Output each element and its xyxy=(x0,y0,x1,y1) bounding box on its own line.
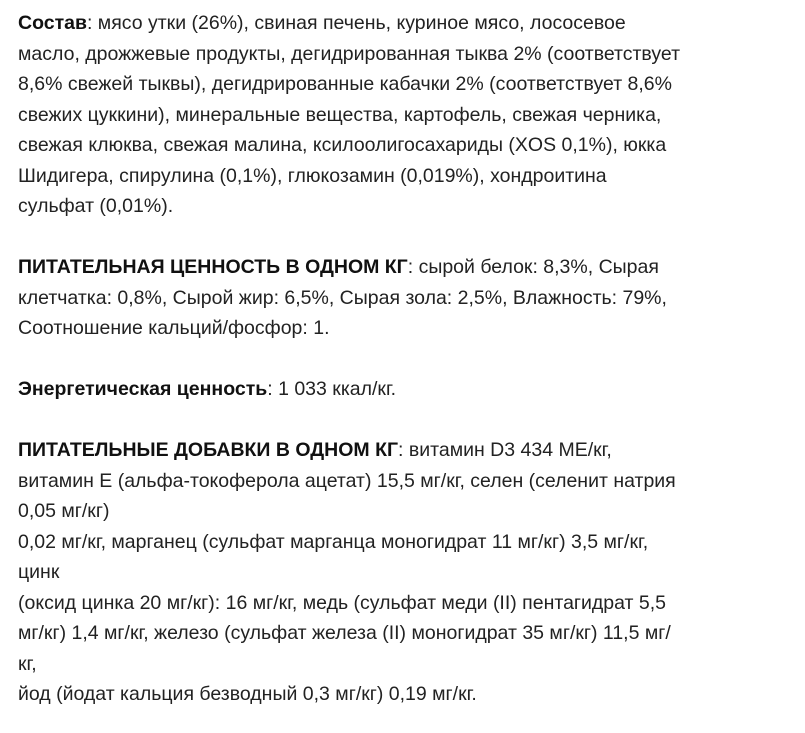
composition-line: сульфат (0,01%). xyxy=(18,195,174,217)
additives-line: цинк xyxy=(18,561,60,583)
additives-heading: ПИТАТЕЛЬНЫЕ ДОБАВКИ В ОДНОМ КГ xyxy=(18,439,399,461)
energy-line xyxy=(18,374,788,405)
composition-line: свежих цуккини), минеральные вещества, картофель, свежая черника, xyxy=(18,103,662,126)
energy-heading: Энергетическая ценность xyxy=(18,378,268,400)
composition-line: масло, дрожжевые продукты, дегидрированная тыква 2% (соответствует xyxy=(18,42,681,65)
additives-line: йод (йодат кальция безводный 0,3 мг/кг) 0,19 мг/кг. xyxy=(18,683,477,705)
nutrition-section xyxy=(18,252,788,344)
product-description xyxy=(18,8,788,710)
additives-line: 0,02 мг/кг, марганец (сульфат марганца моногидрат 11 мг/кг) 3,5 мг/кг, xyxy=(18,530,649,553)
nutrition-line-1 xyxy=(18,252,788,283)
nutrition-line: Соотношение кальций/фосфор: 1. xyxy=(18,317,330,339)
nutrition-heading: ПИТАТЕЛЬНАЯ ЦЕННОСТЬ В ОДНОМ КГ xyxy=(18,256,408,278)
energy-text: : 1 033 ккал/кг. xyxy=(267,378,397,400)
additives-text: : витамин D3 434 МЕ/кг, xyxy=(398,439,612,461)
additives-line: витамин Е (альфа-токоферола ацетат) 15,5 мг/кг, селен (селенит натрия xyxy=(18,469,676,492)
additives-line: мг/кг) 1,4 мг/кг, железо (сульфат железа (II) моногидрат 35 мг/кг) 11,5 мг/ xyxy=(18,622,671,644)
composition-heading: Состав xyxy=(18,12,87,34)
composition-text: : мясо утки (26%), свиная печень, куриное мясо, лососевое xyxy=(86,12,626,34)
additives-line: кг, xyxy=(18,652,37,675)
nutrition-line: клетчатка: 0,8%, Сырой жир: 6,5%, Сырая зола: 2,5%, Влажность: 79%, xyxy=(18,286,667,309)
additives-line: 0,05 мг/кг) xyxy=(18,500,110,522)
composition-line: 8,6% свежей тыквы), дегидрированные кабачки 2% (соответствует 8,6% xyxy=(18,73,672,95)
additives-line: (оксид цинка 20 мг/кг): 16 мг/кг, медь (сульфат меди (II) пентагидрат 5,5 xyxy=(18,591,667,614)
composition-line: Шидигера, спирулина (0,1%), глюкозамин (0,019%), хондроитина xyxy=(18,164,607,187)
composition-section xyxy=(18,8,788,222)
additives-line-1 xyxy=(18,435,788,466)
composition-line-1 xyxy=(18,8,788,39)
composition-line: свежая клюква, свежая малина, ксилоолигосахариды (XOS 0,1%), юкка xyxy=(18,134,667,156)
nutrition-text: : сырой белок: 8,3%, Сырая xyxy=(407,256,659,278)
additives-section xyxy=(18,435,788,710)
energy-section xyxy=(18,374,788,405)
